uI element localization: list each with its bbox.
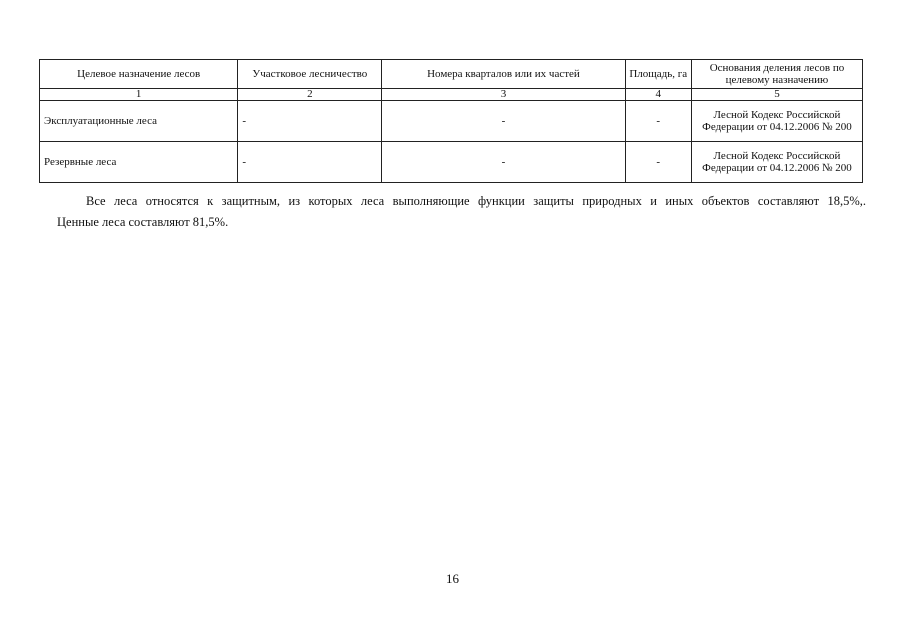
cell-area: -	[625, 142, 691, 183]
cell-purpose: Резервные леса	[40, 142, 238, 183]
column-number: 3	[382, 89, 625, 101]
cell-quarters: -	[382, 101, 625, 142]
header-area: Площадь, га	[625, 60, 691, 89]
header-district-forestry: Участковое лесничество	[238, 60, 382, 89]
column-number: 1	[40, 89, 238, 101]
header-division-basis: Основания деления лесов по целевому назначению	[691, 60, 862, 89]
page-number: 16	[446, 571, 459, 586]
column-number: 4	[625, 89, 691, 101]
cell-quarters: -	[382, 142, 625, 183]
cell-basis: Лесной Кодекс Российской Федерации от 04.12.2006 № 200	[691, 101, 862, 142]
cell-purpose: Эксплуатационные леса	[40, 101, 238, 142]
column-number: 5	[691, 89, 862, 101]
cell-forestry: -	[238, 142, 382, 183]
cell-area: -	[625, 101, 691, 142]
header-quarter-numbers: Номера кварталов или их частей	[382, 60, 625, 89]
table-row	[40, 101, 863, 142]
table-header-row	[40, 60, 863, 89]
header-forest-purpose: Целевое назначение лесов	[40, 60, 238, 89]
cell-basis: Лесной Кодекс Российской Федерации от 04.12.2006 № 200	[691, 142, 862, 183]
paragraph-protective-forests: Все леса относятся к защитным, из которых леса выполняющие функции защиты природных и иных объектов составляют 18,5%,.	[86, 194, 866, 208]
column-number-row	[40, 89, 863, 101]
cell-forestry: -	[238, 101, 382, 142]
paragraph-valuable-forests: Ценные леса составляют 81,5%.	[57, 215, 229, 229]
forest-purpose-table	[39, 59, 863, 183]
table-row	[40, 142, 863, 183]
column-number: 2	[238, 89, 382, 101]
